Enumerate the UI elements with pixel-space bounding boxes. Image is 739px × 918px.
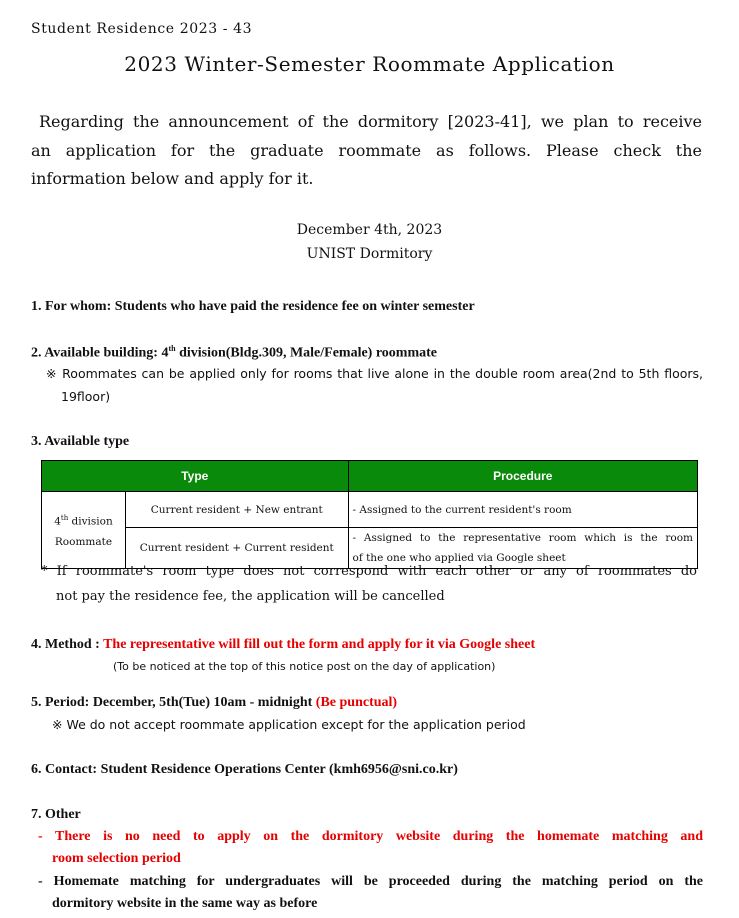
division-prefix: 4 (54, 515, 61, 528)
row-1-type: Current resident + New entrant (125, 492, 348, 528)
division-suffix: division (68, 515, 113, 528)
section-5-note: ※ We do not accept roommate application except for the application period (52, 717, 526, 732)
section-4-method (31, 637, 535, 653)
section-1-target: 1. For whom: Students who have paid the residence fee on winter semester (31, 299, 475, 314)
available-type-table (41, 460, 698, 569)
section-2-prefix: 2. Available building: 4 (31, 345, 169, 361)
row-1-procedure: - Assigned to the current resident's room (348, 492, 697, 528)
section-7-heading: 7. Other (31, 807, 81, 822)
row-2-procedure-line-2: of the one who applied via Google sheet (352, 552, 566, 564)
intro-line-2: an application for the graduate roommate as follows. Please check the (31, 141, 702, 160)
table-header-row (42, 461, 698, 492)
row-2-procedure-line-1: - Assigned to the representative room which is the room (352, 532, 693, 544)
division-label: Roommate (54, 535, 113, 548)
section-2-sup: th (168, 344, 176, 353)
section-5-period (31, 695, 397, 711)
document-title: 2023 Winter-Semester Roommate Application (124, 52, 615, 76)
section-4-red-text: The representative will fill out the form and apply for it via Google sheet (103, 637, 536, 652)
section-7-red-line-2: room selection period (52, 851, 181, 866)
section-7-red-line-1: - There is no need to apply on the dormitory website during the homemate matching and (38, 829, 703, 844)
section-2-building (31, 344, 437, 362)
table-row (42, 528, 698, 569)
table-row (42, 492, 698, 528)
division-sup: th (60, 514, 69, 523)
intro-line-1: Regarding the announcement of the dormitory [2023-41], we plan to receive (39, 112, 702, 131)
intro-line-3: information below and apply for it. (31, 169, 314, 188)
section-7-line-2: dormitory website in the same way as before (52, 896, 318, 911)
column-header-procedure: Procedure (348, 461, 697, 492)
section-4-label: 4. Method : (31, 637, 104, 652)
column-header-type: Type (42, 461, 349, 492)
row-2-procedure (348, 528, 697, 569)
section-3-note-line-2: not pay the residence fee, the application will be cancelled (56, 589, 445, 604)
division-cell (42, 492, 126, 569)
document-reference: Student Residence 2023 - 43 (31, 21, 253, 37)
section-2-suffix: division(Bldg.309, Male/Female) roommate (175, 345, 438, 361)
section-6-contact: 6. Contact: Student Residence Operations Center (kmh6956@sni.co.kr) (31, 762, 458, 777)
notice-date: December 4th, 2023 (296, 222, 443, 238)
section-7-line-1: - Homemate matching for undergraduates will be proceeded during the matching period on the (38, 874, 703, 889)
section-2-note-line-2: 19floor) (61, 389, 111, 404)
section-3-note-line-1: * If roommate's room type does not correspond with each other or any of roommates do (41, 564, 697, 579)
row-2-type: Current resident + Current resident (125, 528, 348, 569)
section-5-red-text: (Be punctual) (315, 695, 398, 710)
section-5-label: 5. Period: December, 5th(Tue) 10am - midnight (31, 695, 316, 710)
section-2-note-line-1: ※ Roommates can be applied only for rooms that live alone in the double room area(2nd to 5th floors, (46, 366, 703, 381)
issuing-organization: UNIST Dormitory (306, 246, 433, 262)
section-3-heading: 3. Available type (31, 434, 130, 449)
section-4-sub: (To be noticed at the top of this notice post on the day of application) (113, 660, 496, 673)
